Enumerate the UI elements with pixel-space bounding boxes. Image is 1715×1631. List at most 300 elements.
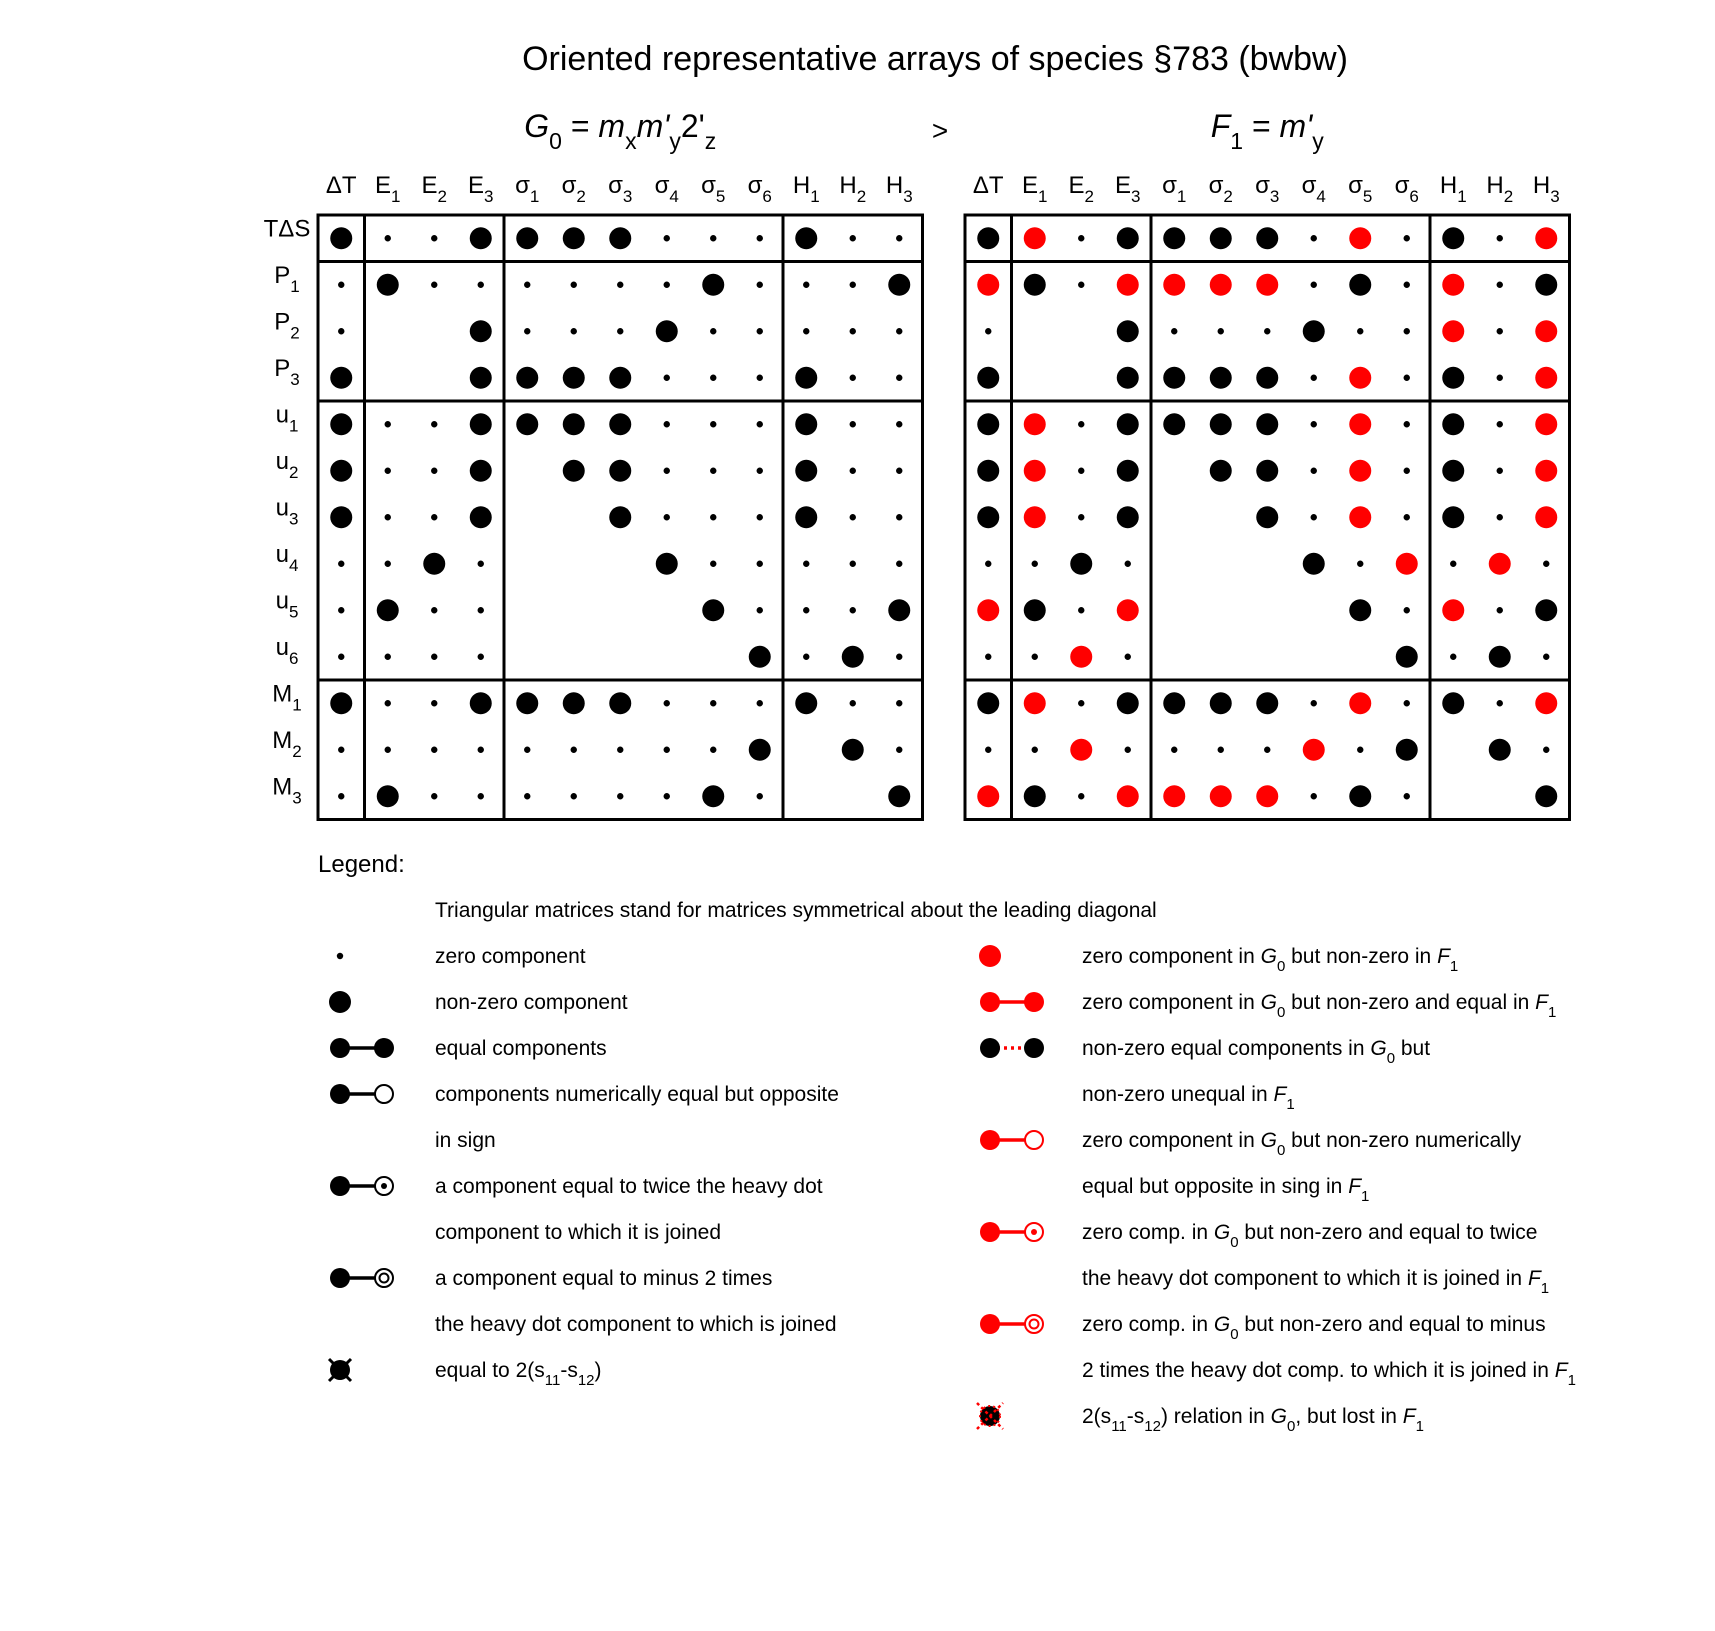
zero-component: [1311, 282, 1317, 288]
non-zero-component: [795, 506, 817, 528]
zero-component: [757, 328, 763, 334]
zero-component: [896, 514, 902, 520]
non-zero-component: [1256, 367, 1278, 389]
non-zero-component: [330, 692, 352, 714]
non-zero-component: [1535, 785, 1557, 807]
link-dot: [980, 1038, 1000, 1058]
zero-component: [1078, 514, 1084, 520]
zero-component: [431, 421, 437, 427]
non-zero-component: [609, 460, 631, 482]
zero-component: [850, 375, 856, 381]
zero-component: [896, 654, 902, 660]
row-header: TΔS: [263, 215, 311, 243]
new-non-zero-component: [1117, 785, 1139, 807]
zero-component: [664, 235, 670, 241]
non-zero-component: [1442, 367, 1464, 389]
zero-component: [1404, 607, 1410, 613]
legend-item: [337, 945, 586, 968]
non-zero-component: [977, 227, 999, 249]
non-zero-component: [749, 646, 771, 668]
dot: [979, 945, 1001, 967]
figure-title: Oriented representative arrays of species §783 (bwbw): [522, 40, 1348, 78]
non-zero-component: [377, 274, 399, 296]
non-zero-component: [977, 506, 999, 528]
legend-text: zero comp. in $G_0$ but non-zero and equal to minus: [1082, 1313, 1546, 1343]
legend-text: $2(s_{11}-s_{12})$ relation in $G_0$, but lost in $F_1$: [1082, 1405, 1424, 1435]
zero-component: [896, 375, 902, 381]
dot: [337, 953, 343, 959]
column-header: $\sigma_4$: [654, 172, 679, 206]
zero-component: [803, 282, 809, 288]
non-zero-component: [563, 413, 585, 435]
zero-component: [710, 514, 716, 520]
row-header: $P_2$: [274, 308, 300, 343]
non-zero-component: [1163, 413, 1185, 435]
non-zero-component: [1442, 506, 1464, 528]
legend-item: [330, 1267, 837, 1336]
zero-component: [1311, 375, 1317, 381]
new-non-zero-component: [1349, 692, 1371, 714]
column-header: $\sigma_5$: [701, 172, 726, 206]
non-zero-component: [330, 413, 352, 435]
zero-component: [338, 561, 344, 567]
zero-component: [385, 235, 391, 241]
zero-component: [1497, 421, 1503, 427]
legend-text: zero component in $G_0$ but non-zero numerically: [1082, 1129, 1522, 1159]
new-non-zero-component: [1535, 506, 1557, 528]
column-header: $\sigma_2$: [1208, 172, 1233, 206]
legend-text: zero component: [435, 945, 586, 968]
legend-text: non-zero equal components in $G_0$ but: [1082, 1037, 1431, 1067]
zero-component: [385, 514, 391, 520]
non-zero-component: [1303, 553, 1325, 575]
non-zero-component: [1396, 739, 1418, 761]
legend-item: [980, 1313, 1576, 1389]
row-header: $P_1$: [274, 261, 300, 296]
new-non-zero-component: [1442, 274, 1464, 296]
row-header: $M_3$: [272, 773, 302, 808]
non-zero-component: [330, 506, 352, 528]
non-zero-component: [1303, 320, 1325, 342]
non-zero-component: [1256, 692, 1278, 714]
zero-component: [338, 793, 344, 799]
new-non-zero-component: [1024, 506, 1046, 528]
zero-component: [1450, 654, 1456, 660]
non-zero-component: [1442, 460, 1464, 482]
column-header: $\sigma_2$: [561, 172, 586, 206]
legend-item: [980, 1037, 1430, 1113]
row-header: $u_3$: [275, 494, 299, 529]
column-header: $H_3$: [885, 172, 913, 206]
zero-component: [710, 468, 716, 474]
row-header: $u_2$: [275, 447, 299, 482]
row-header: $u_6$: [275, 633, 299, 668]
zero-component: [1497, 700, 1503, 706]
column-header: $\sigma_1$: [1162, 172, 1187, 206]
legend-text: component to which it is joined: [435, 1221, 721, 1244]
non-zero-component: [1117, 692, 1139, 714]
non-zero-component: [749, 739, 771, 761]
legend-item: [980, 1221, 1549, 1297]
zero-component: [896, 561, 902, 567]
zero-component: [1311, 514, 1317, 520]
new-non-zero-component: [977, 785, 999, 807]
non-zero-component: [609, 367, 631, 389]
zero-component: [1404, 468, 1410, 474]
legend-text: zero component in $G_0$ but non-zero and equal in $F_1$: [1082, 991, 1557, 1021]
zero-component: [896, 328, 902, 334]
non-zero-component: [1024, 274, 1046, 296]
zero-component: [478, 747, 484, 753]
zero-component: [1078, 793, 1084, 799]
zero-component: [1497, 375, 1503, 381]
zero-component: [338, 607, 344, 613]
zero-component: [1078, 282, 1084, 288]
zero-component: [1543, 654, 1549, 660]
zero-component: [850, 700, 856, 706]
new-non-zero-component: [1535, 413, 1557, 435]
row-header: $M_2$: [272, 726, 302, 761]
non-zero-component: [888, 785, 910, 807]
zero-component: [1404, 375, 1410, 381]
zero-component: [385, 654, 391, 660]
zero-component: [1125, 747, 1131, 753]
link-ring: [375, 1269, 393, 1287]
non-zero-component: [977, 413, 999, 435]
non-zero-component: [795, 692, 817, 714]
legend-text: non-zero component: [435, 991, 628, 1014]
non-zero-component: [1210, 367, 1232, 389]
non-zero-component: [330, 460, 352, 482]
zero-component: [1497, 282, 1503, 288]
zero-component: [896, 700, 902, 706]
legend-text: equal but opposite in sing in $F_1$: [1082, 1175, 1370, 1205]
zero-component: [896, 235, 902, 241]
link-dot: [980, 1222, 1000, 1242]
non-zero-component: [977, 460, 999, 482]
zero-component: [985, 561, 991, 567]
non-zero-component: [1489, 646, 1511, 668]
non-zero-component: [1070, 553, 1092, 575]
zero-component: [1404, 282, 1410, 288]
non-zero-component: [516, 367, 538, 389]
zero-component: [1311, 793, 1317, 799]
non-zero-component: [563, 460, 585, 482]
non-zero-component: [1163, 227, 1185, 249]
zero-component: [431, 468, 437, 474]
zero-component: [1404, 235, 1410, 241]
new-non-zero-component: [977, 274, 999, 296]
column-header: ΔT: [972, 172, 1004, 199]
zero-component: [710, 328, 716, 334]
zero-component: [1497, 235, 1503, 241]
new-non-zero-component: [1070, 646, 1092, 668]
zero-component: [524, 282, 530, 288]
legend-item: [980, 991, 1556, 1021]
link-ring: [1025, 1131, 1043, 1149]
legend-item: [330, 1037, 607, 1060]
zero-component: [710, 375, 716, 381]
non-zero-component: [1210, 227, 1232, 249]
zero-component: [803, 607, 809, 613]
red-equal-link-icon: [980, 992, 1044, 1012]
row-header: $P_3$: [274, 354, 300, 389]
legend-item: [977, 1403, 1424, 1435]
zero-component: [850, 514, 856, 520]
non-zero-component: [1535, 274, 1557, 296]
zero-component: [571, 747, 577, 753]
column-header: $E_3$: [1115, 172, 1141, 206]
non-zero-component: [1024, 599, 1046, 621]
link-dot: [330, 1084, 350, 1104]
non-zero-component: [702, 785, 724, 807]
zero-component: [1311, 468, 1317, 474]
legend-text: components numerically equal but opposite: [435, 1083, 839, 1106]
link-dot: [980, 1130, 1000, 1150]
zero-component: [524, 328, 530, 334]
zero-component: [617, 282, 623, 288]
new-non-zero-component: [1349, 460, 1371, 482]
link-ring: [375, 1085, 393, 1103]
zero-component: [1404, 514, 1410, 520]
zero-component: [1497, 328, 1503, 334]
new-non-zero-component: [1535, 320, 1557, 342]
non-zero-component: [563, 227, 585, 249]
new-non-zero-component: [1349, 413, 1371, 435]
dotted-link-icon: [980, 1038, 1044, 1058]
legend-item: [980, 1129, 1522, 1205]
legend-text: zero comp. in $G_0$ but non-zero and equal to twice: [1082, 1221, 1538, 1251]
zero-component: [431, 514, 437, 520]
non-zero-component: [470, 460, 492, 482]
non-zero-component: [842, 646, 864, 668]
zero-component: [757, 607, 763, 613]
new-non-zero-component: [1163, 274, 1185, 296]
zero-component: [385, 421, 391, 427]
zero-component: [617, 747, 623, 753]
zero-component: [1404, 421, 1410, 427]
zero-component: [1357, 747, 1363, 753]
link-center-dot: [1031, 1229, 1037, 1235]
non-zero-component: [977, 367, 999, 389]
legend-text: a component equal to minus 2 times: [435, 1267, 773, 1290]
zero-component: [1078, 700, 1084, 706]
non-zero-component: [1117, 320, 1139, 342]
non-zero-component: [470, 413, 492, 435]
zero-component: [757, 700, 763, 706]
row-header: $u_5$: [275, 587, 299, 622]
zero-component: [710, 421, 716, 427]
zero-component: [664, 375, 670, 381]
new-non-zero-component: [1070, 739, 1092, 761]
zero-component: [1032, 654, 1038, 660]
column-header: ΔT: [325, 172, 357, 199]
non-zero-component: [656, 553, 678, 575]
link-dot: [330, 1268, 350, 1288]
zero-component: [617, 793, 623, 799]
link-ring: [1025, 1315, 1043, 1333]
zero-component: [1404, 328, 1410, 334]
zero-component: [1264, 747, 1270, 753]
new-non-zero-component: [1163, 785, 1185, 807]
non-zero-component: [609, 413, 631, 435]
new-non-zero-component: [1024, 692, 1046, 714]
non-zero-component: [1163, 367, 1185, 389]
array-g0: [264, 108, 923, 820]
new-non-zero-component: [1256, 785, 1278, 807]
zero-component: [757, 793, 763, 799]
legend-text: a component equal to twice the heavy dot: [435, 1175, 823, 1198]
zero-component: [664, 700, 670, 706]
non-zero-component: [1024, 785, 1046, 807]
red-minus-two-link-icon: [980, 1314, 1043, 1334]
non-zero-component: [1442, 227, 1464, 249]
zero-component: [338, 654, 344, 660]
legend-item: [979, 945, 1458, 975]
zero-component: [1497, 514, 1503, 520]
zero-component: [1078, 421, 1084, 427]
zero-component: [757, 468, 763, 474]
new-non-zero-component: [1117, 599, 1139, 621]
zero-component: [431, 700, 437, 706]
legend-text: in sign: [435, 1129, 496, 1152]
zero-component: [478, 793, 484, 799]
non-zero-component: [795, 413, 817, 435]
non-zero-component: [1349, 599, 1371, 621]
equal-link-icon: [330, 1038, 394, 1058]
zero-component: [1264, 328, 1270, 334]
column-header: $\sigma_3$: [1255, 172, 1280, 206]
legend-item: [330, 1083, 839, 1152]
non-zero-component: [702, 274, 724, 296]
new-non-zero-component: [1210, 785, 1232, 807]
column-header: $E_3$: [468, 172, 494, 206]
new-non-zero-component: [1210, 274, 1232, 296]
zero-component: [1543, 747, 1549, 753]
zero-component: [431, 747, 437, 753]
zero-component: [985, 654, 991, 660]
non-zero-component: [470, 692, 492, 714]
column-header: $\sigma_4$: [1301, 172, 1326, 206]
column-header: $\sigma_5$: [1348, 172, 1373, 206]
non-zero-component: [1210, 460, 1232, 482]
zero-component: [385, 561, 391, 567]
zero-component: [1171, 328, 1177, 334]
non-zero-component: [1256, 227, 1278, 249]
zero-component: [1032, 561, 1038, 567]
non-zero-component: [563, 692, 585, 714]
zero-component: [803, 654, 809, 660]
column-header: $H_1$: [1439, 172, 1467, 206]
zero-component: [571, 793, 577, 799]
zero-component: [571, 328, 577, 334]
zero-component: [1032, 747, 1038, 753]
non-zero-component: [795, 367, 817, 389]
zero-component: [1357, 328, 1363, 334]
zero-component: [896, 468, 902, 474]
twice-link-icon: [330, 1176, 393, 1196]
column-header: $\sigma_1$: [515, 172, 540, 206]
zero-component: [1404, 700, 1410, 706]
zero-component: [478, 561, 484, 567]
zero-component: [757, 235, 763, 241]
non-zero-component: [470, 227, 492, 249]
non-zero-component: [888, 274, 910, 296]
non-zero-component: [516, 692, 538, 714]
row-header: $u_4$: [275, 540, 299, 575]
row-header: $u_1$: [275, 401, 299, 436]
zero-component: [1218, 747, 1224, 753]
new-non-zero-component: [1535, 367, 1557, 389]
zero-component: [571, 282, 577, 288]
zero-component: [710, 561, 716, 567]
zero-component: [478, 282, 484, 288]
zero-component: [710, 700, 716, 706]
non-zero-component: [977, 692, 999, 714]
non-zero-component: [609, 506, 631, 528]
non-zero-component: [702, 599, 724, 621]
non-zero-component: [656, 320, 678, 342]
zero-component: [1218, 328, 1224, 334]
zero-component: [1125, 654, 1131, 660]
zero-component: [850, 607, 856, 613]
zero-component: [664, 514, 670, 520]
non-zero-component: [330, 367, 352, 389]
legend-item: [329, 1359, 602, 1389]
non-zero-component: [1117, 460, 1139, 482]
new-non-zero-component: [1117, 274, 1139, 296]
zero-component: [431, 282, 437, 288]
non-zero-component: [1396, 646, 1418, 668]
new-non-zero-component: [1024, 413, 1046, 435]
zero-component: [850, 328, 856, 334]
zero-component: [757, 561, 763, 567]
zero-component: [803, 328, 809, 334]
non-zero-component: [563, 367, 585, 389]
zero-component: [757, 375, 763, 381]
non-zero-component: [516, 413, 538, 435]
zero-component: [896, 747, 902, 753]
non-zero-component: [1442, 692, 1464, 714]
link-dot: [980, 1314, 1000, 1334]
zero-component: [664, 468, 670, 474]
non-zero-component: [1349, 274, 1371, 296]
non-zero-component: [1256, 413, 1278, 435]
link-center-dot: [381, 1183, 387, 1189]
non-zero-component: [377, 599, 399, 621]
non-zero-component: [423, 553, 445, 575]
zero-component: [1357, 561, 1363, 567]
zero-component: [385, 747, 391, 753]
non-zero-component: [842, 739, 864, 761]
new-non-zero-component: [1535, 460, 1557, 482]
non-zero-component: [609, 692, 631, 714]
zero-component: [757, 282, 763, 288]
non-zero-component: [377, 785, 399, 807]
zero-component: [431, 654, 437, 660]
non-zero-component: [1163, 692, 1185, 714]
non-zero-component: [1256, 506, 1278, 528]
zero-component: [664, 793, 670, 799]
zero-component: [617, 328, 623, 334]
zero-component: [1450, 561, 1456, 567]
non-zero-component: [516, 227, 538, 249]
small-dot-icon: [337, 953, 343, 959]
zero-component: [985, 747, 991, 753]
non-zero-component: [1256, 460, 1278, 482]
zero-component: [664, 421, 670, 427]
non-zero-component: [795, 460, 817, 482]
